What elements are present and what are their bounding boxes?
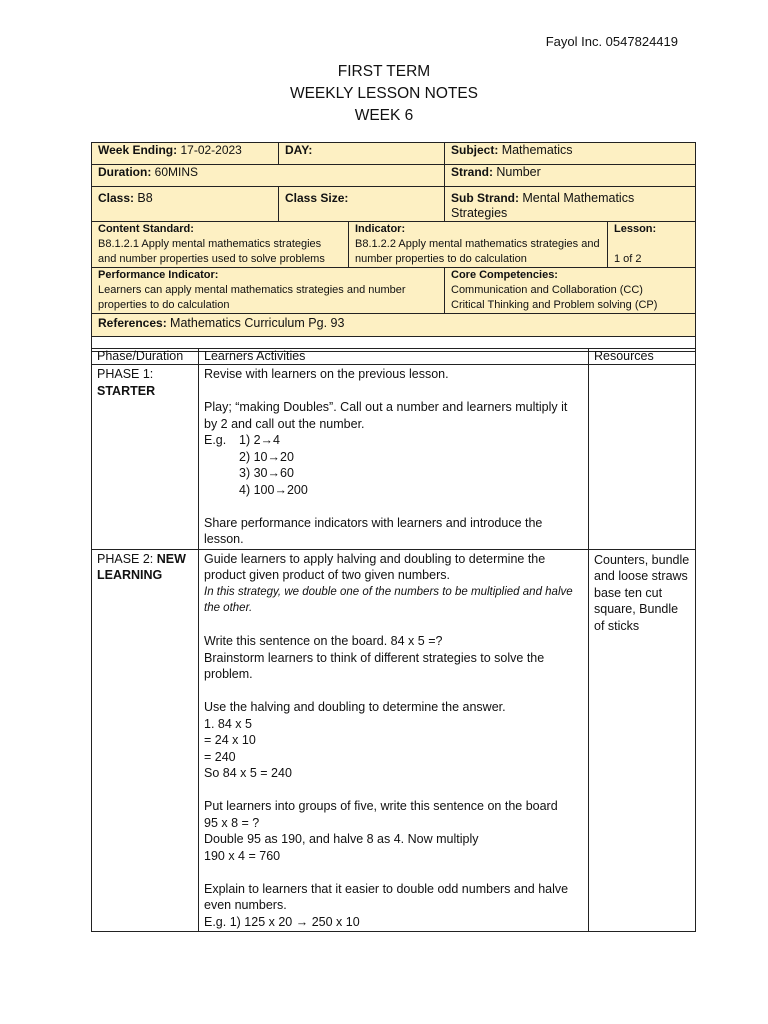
term-title: FIRST TERM bbox=[337, 63, 431, 80]
phase2-activities: Guide learners to apply halving and doubling to determine the product given product of two given numbers. In this strategy, we double one of the numbers to be multiplied and halve the other. Write this sentence on the board. 84 x 5 =? Brainstorm learners to think of different strategies to solve the problem. Use the halving and doubling to determine the answer. 1. 84 x 5 = 24 x 10 = 240 So 84 x 5 = 240 Put learners into groups of five, write this sentence on the board 95 x 8 = ? Double 95 as 190, and halve 8 as 4. Now multiply 190 x 4 = 760 Explain to learners that it easier to double odd numbers and halve even numbers. E.g. 1) 125 x 20 → 250 x 10 bbox=[199, 549, 589, 932]
performance-indicator-cell: Performance Indicator: Learners can apply mental mathematics strategies and number properties to do calculation bbox=[92, 268, 445, 314]
phase2-resources: Counters, bundle and loose straws base ten cut square, Bundle of sticks bbox=[589, 549, 696, 932]
sub-strand-cell: Sub Strand: Mental Mathematics Strategies bbox=[445, 187, 696, 222]
lesson-cell: Lesson: 1 of 2 bbox=[608, 222, 696, 268]
core-competency-2: Critical Thinking and Problem solving (CP) bbox=[451, 299, 658, 311]
class-size-cell: Class Size: bbox=[279, 187, 445, 222]
document-title: WEEKLY LESSON NOTES bbox=[289, 85, 479, 102]
phase1-activities: Revise with learners on the previous lesson. Play; “making Doubles”. Call out a number and learners multiply it by 2 and call out the number. E.g. 1) 2→4 2) 10→20 3) 30→60 4) 100→200 Share performance indicators with learners and introduce the lesson. bbox=[199, 365, 589, 550]
phase1-row bbox=[92, 365, 696, 550]
references-value: Mathematics Curriculum Pg. 93 bbox=[170, 316, 345, 330]
resources-column-header: Resources bbox=[589, 349, 696, 365]
phase1-resources bbox=[589, 365, 696, 550]
phase2-label: PHASE 2: NEW LEARNING bbox=[92, 549, 199, 932]
week-ending-value: 17-02-2023 bbox=[180, 143, 242, 157]
strategy-note: In this strategy, we double one of the numbers to be multiplied and halve the other. bbox=[204, 585, 573, 614]
strand-cell: Strand: Number bbox=[445, 165, 696, 187]
content-standard-cell: Content Standard: B8.1.2.1 Apply mental mathematics strategies and number properties used to solve problems bbox=[92, 222, 349, 268]
class-value: B8 bbox=[137, 191, 153, 205]
subject-cell: Subject: Mathematics bbox=[445, 143, 696, 165]
lesson-activities-table bbox=[91, 348, 696, 932]
sub-strand-value: Mental Mathematics Strategies bbox=[451, 191, 635, 220]
phase1-label: PHASE 1: STARTER bbox=[92, 365, 199, 550]
subject-value: Mathematics bbox=[501, 143, 573, 157]
phase2-name: NEW bbox=[156, 551, 186, 566]
company-contact: Fayol Inc. 0547824419 bbox=[545, 34, 678, 49]
strand-value: Number bbox=[496, 165, 541, 179]
phase2-row bbox=[92, 549, 696, 932]
week-title: WEEK 6 bbox=[354, 107, 414, 124]
indicator-cell: Indicator: B8.1.2.2 Apply mental mathematics strategies and number properties to do calculation bbox=[349, 222, 608, 268]
phase1-name: STARTER bbox=[97, 383, 156, 398]
lesson-value: 1 of 2 bbox=[614, 253, 642, 265]
duration-value: 60MINS bbox=[154, 165, 199, 179]
activities-column-header: Learners Activities bbox=[199, 349, 589, 365]
class-cell: Class: B8 bbox=[92, 187, 279, 222]
core-competencies-cell: Core Competencies: Communication and Collaboration (CC) Critical Thinking and Problem solving (CP) bbox=[445, 268, 696, 314]
lesson-header-table bbox=[91, 142, 696, 352]
content-standard-value: B8.1.2.1 Apply mental mathematics strategies and number properties used to solve problems bbox=[98, 238, 325, 265]
performance-indicator-value: Learners can apply mental mathematics strategies and number properties to do calculation bbox=[98, 284, 406, 311]
day-cell: DAY: bbox=[279, 143, 445, 165]
references-cell: References: Mathematics Curriculum Pg. 93 bbox=[92, 314, 696, 337]
week-ending-cell: Week Ending: 17-02-2023 bbox=[92, 143, 279, 165]
duration-cell: Duration: 60MINS bbox=[92, 165, 445, 187]
core-competency-1: Communication and Collaboration (CC) bbox=[451, 284, 643, 296]
phase-column-header: Phase/Duration bbox=[92, 349, 199, 365]
indicator-value: B8.1.2.2 Apply mental mathematics strategies and number properties to do calculation bbox=[355, 238, 600, 265]
